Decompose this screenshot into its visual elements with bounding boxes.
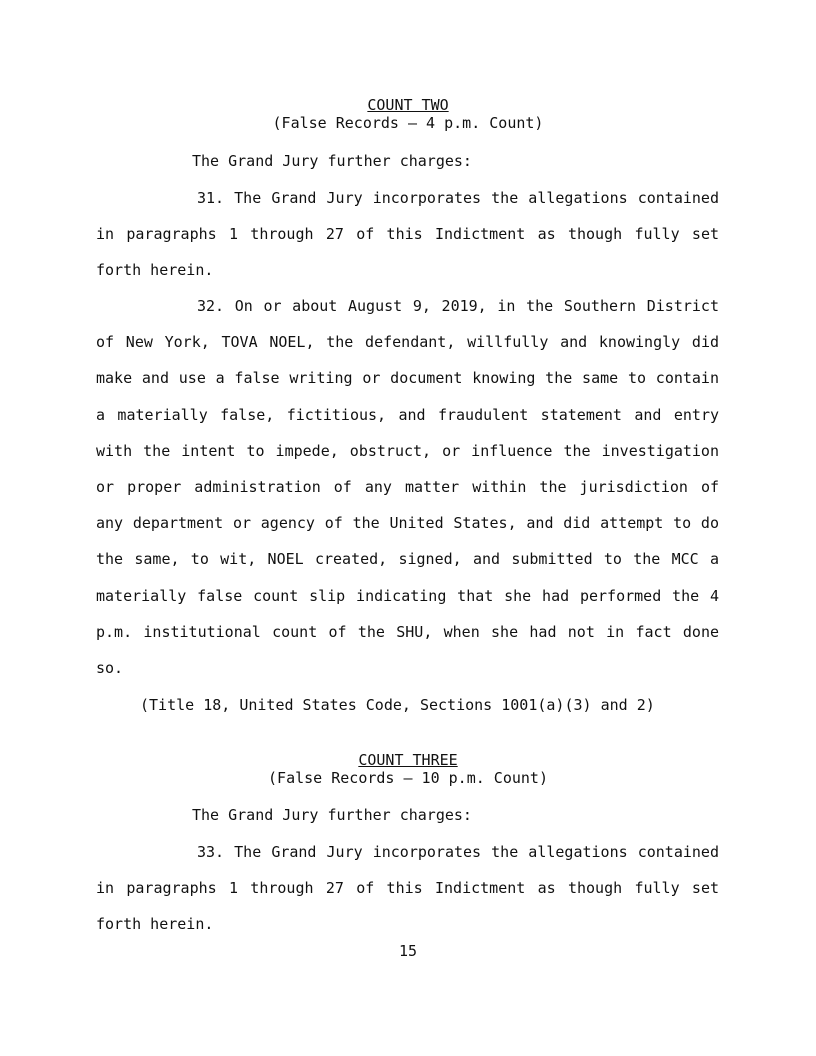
count-three-title: COUNT THREE [358, 751, 458, 769]
count-three-subtitle: (False Records – 10 p.m. Count) [268, 769, 548, 787]
count-two-lead: The Grand Jury further charges: [192, 152, 472, 170]
count-two-citation: (Title 18, United States Code, Sections 1001(a)(3) and 2) [140, 696, 655, 714]
paragraph-31: 31. The Grand Jury incorporates the allegations contained in paragraphs 1 through 27 of this Indictment as though fully set forth herein. [96, 189, 719, 280]
count-three-lead: The Grand Jury further charges: [192, 806, 472, 824]
count-two-subtitle: (False Records – 4 p.m. Count) [272, 114, 544, 132]
count-two-title: COUNT TWO [367, 96, 449, 114]
paragraph-32: 32. On or about August 9, 2019, in the Southern District of New York, TOVA NOEL, the defendant, willfully and knowingly did make and use a false writing or document knowing the same to contain a materially false, fictitious, and fraudulent statement and entry with the intent to impede, obstruct, or influence the investigation or proper administration of any matter within the jurisdiction of any department or agency of the United States, and did attempt to do the same, to wit, NOEL created, signed, and submitted to the MCC a materially false count slip indicating that she had performed the 4 p.m. institutional count of the SHU, when she had not in fact done so. [96, 297, 719, 678]
paragraph-33: 33. The Grand Jury incorporates the allegations contained in paragraphs 1 through 27 of this Indictment as though fully set forth herein. [96, 843, 719, 934]
page-number: 15 [398, 942, 418, 960]
